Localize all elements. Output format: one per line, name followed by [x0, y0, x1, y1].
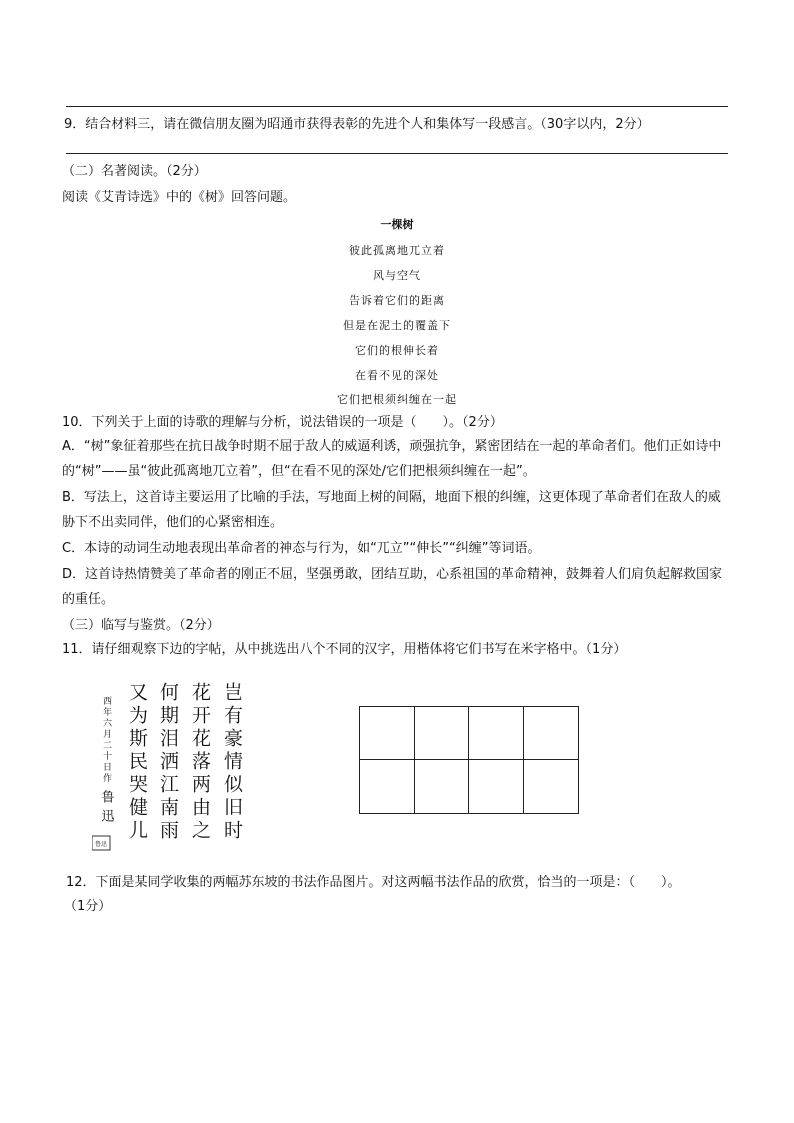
writing-grid[interactable]	[359, 706, 579, 814]
grid-cell[interactable]	[524, 707, 579, 760]
question-10-option-c: C．本诗的动词生动地表现出革命者的神态与行为，如“兀立”“伸长”“纠缠”等词语。	[62, 541, 541, 556]
calligraphy-image	[92, 678, 252, 854]
poem-line: 彼此孤离地兀立着	[349, 244, 445, 257]
poem-title: 一棵树	[380, 218, 414, 231]
seal-stamp-text: 鲁迅	[94, 841, 108, 848]
question-10-option-d: D．这首诗热情赞美了革命者的刚正不屈，坚强勇敢，团结互助，心系祖国的革命精神，鼓舞着人们肩负起解救国家的重任。	[62, 567, 723, 607]
question-11: 11．请仔细观察下边的字帖，从中挑选出八个不同的汉字，用楷体将它们书写在米字格中。（1分）	[62, 642, 627, 657]
poem-line: 风与空气	[373, 269, 421, 282]
calligraphy-signature: 鲁迅	[98, 790, 114, 828]
question-12-stem: 12．下面是某同学收集的两幅苏东坡的书法作品图片。对这两幅书法作品的欣赏，恰当的一项是：（ ）。	[66, 875, 681, 890]
poem-line: 它们把根须纠缠在一起	[337, 393, 457, 406]
calligraphy-column: 又为斯民哭健儿	[126, 682, 148, 843]
section-2-heading: （二）名著阅读。（2分）	[62, 164, 207, 179]
poem-line: 但是在泥土的覆盖下	[343, 319, 451, 332]
section-2-intro: 阅读《艾青诗选》中的《树》回答问题。	[62, 190, 297, 205]
question-10-option-a: A．“树”象征着那些在抗日战争时期不屈于敌人的威逼利诱，顽强抗争，紧密团结在一起的革命者们。他们正如诗中的“树”——虽“彼此孤离地兀立着”，但“在看不见的深处/它们把根须纠缠在一起”。	[62, 439, 722, 479]
calligraphy-column: 岂有豪情似旧时	[221, 682, 243, 843]
calligraphy-column: 花开花落两由之	[189, 682, 211, 843]
grid-cell[interactable]	[524, 760, 579, 813]
poem-line: 在看不见的深处	[355, 369, 439, 382]
calligraphy-sample	[92, 678, 252, 854]
question-9: 9．结合材料三，请在微信朋友圈为昭通市获得表彰的先进个人和集体写一段感言。（30字以内，2分）	[64, 117, 650, 132]
grid-cell[interactable]	[360, 760, 415, 813]
question-10-stem: 10．下列关于上面的诗歌的理解与分析，说法错误的一项是（ ）。（2分）	[62, 415, 503, 430]
poem-line: 它们的根伸长着	[355, 344, 439, 357]
question-12-points: （1分）	[64, 899, 112, 914]
grid-cell[interactable]	[469, 707, 524, 760]
poem-line: 告诉着它们的距离	[349, 294, 445, 307]
calligraphy-inscription: 西年六月二十日作	[101, 696, 111, 784]
answer-line	[66, 106, 728, 107]
answer-line	[66, 153, 728, 154]
grid-cell[interactable]	[415, 760, 470, 813]
calligraphy-column: 何期泪洒江南雨	[157, 682, 179, 843]
grid-cell[interactable]	[360, 707, 415, 760]
section-3-heading: （三）临写与鉴赏。（2分）	[62, 618, 220, 633]
grid-cell[interactable]	[469, 760, 524, 813]
question-10-option-b: B．写法上，这首诗主要运用了比喻的手法，写地面上树的间隔，地面下根的纠缠，这更体现了革命者们在敌人的威胁下不出卖同伴，他们的心紧密相连。	[62, 490, 721, 530]
grid-cell[interactable]	[415, 707, 470, 760]
